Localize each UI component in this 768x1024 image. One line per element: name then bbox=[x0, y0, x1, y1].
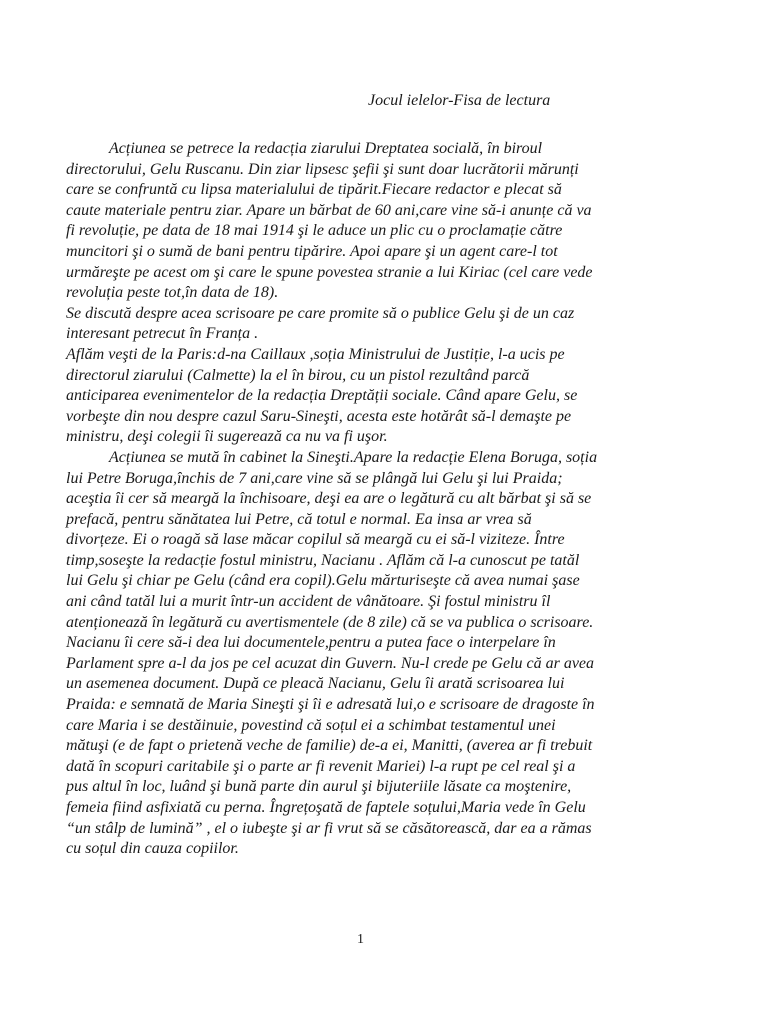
text-line: urmăreşte pe acest om şi care le spune povestea stranie a lui Kiriac (cel care vede bbox=[66, 263, 593, 281]
text-line: fi revoluție, pe data de 18 mai 1914 şi le aduce un plic cu o proclamație către bbox=[66, 222, 563, 240]
text-line: muncitori şi o sumă de bani pentru tipărire. Apoi apare şi un agent care-l tot bbox=[66, 242, 558, 260]
text-line: divorțeze. Ei o roagă să lase măcar copilul să meargă cu ei să-l viziteze. Între bbox=[66, 531, 565, 549]
text-line: caute materiale pentru ziar. Apare un bărbat de 60 ani,care vine să-i anunțe că va bbox=[66, 201, 592, 219]
text-line: directorul ziarului (Calmette) la el în birou, cu un pistol rezultând parcă bbox=[66, 366, 530, 384]
text-line: care se confruntă cu lipsa materialului de tipărit.Fiecare redactor e plecat să bbox=[66, 181, 562, 199]
text-line: mătuşi (e de fapt o prietenă veche de familie) de-a ei, Manitti, (averea ar fi trebuit bbox=[66, 737, 593, 755]
text-line: ani când tatăl lui a murit într-un accident de vânătoare. Şi fostul ministru îl bbox=[66, 593, 551, 611]
text-line: “un stâlp de lumină” , el o iubeşte şi ar fi vrut să se căsătorească, dar ea a rămas bbox=[66, 819, 592, 837]
text-line: atenționează în legătură cu avertismentele (de 8 zile) că se va publica o scrisoare. bbox=[66, 613, 594, 631]
text-line: cu soțul din cauza copiilor. bbox=[66, 840, 239, 858]
text-line: timp,soseşte la redacție fostul ministru, Nacianu . Aflăm că l-a cunoscut pe tatăl bbox=[66, 551, 580, 569]
text-line: vorbeşte din nou despre cazul Saru-Sineşti, acesta este hotărât să-l demaşte pe bbox=[66, 407, 572, 425]
text-line: lui Petre Boruga,închis de 7 ani,care vine să se plângă lui Gelu şi lui Praida; bbox=[66, 469, 563, 487]
text-line: Nacianu îi cere să-i dea lui documentele,pentru a putea face o interpelare în bbox=[66, 634, 556, 652]
text-line: lui Gelu şi chiar pe Gelu (când era copil).Gelu mărturiseşte că avea numai şase bbox=[66, 572, 580, 590]
text-line: ministru, deşi colegii îi sugerează ca nu va fi uşor. bbox=[66, 428, 388, 446]
document-body bbox=[66, 139, 738, 860]
document-title: Jocul ielelor-Fisa de lectura bbox=[368, 92, 551, 109]
text-line: Praida: e semnată de Maria Sineşti şi îi e adresată lui,o e scrisoare de dragoste în bbox=[66, 696, 595, 714]
text-line: care Maria i se destăinuie, povestind că soțul ei a schimbat testamentul unei bbox=[66, 716, 556, 734]
text-line: interesant petrecut în Franța . bbox=[66, 325, 259, 343]
text-line: Aflăm veşti de la Paris:d-na Caillaux ,soția Ministrului de Justiție, l-a ucis pe bbox=[66, 345, 565, 363]
text-line: revoluția peste tot,în data de 18). bbox=[66, 284, 279, 302]
text-line: Acțiunea se mută în cabinet la Sineşti.Apare la redacție Elena Boruga, soția bbox=[109, 448, 598, 466]
text-line: Se discută despre acea scrisoare pe care promite să o publice Gelu şi de un caz bbox=[66, 304, 575, 322]
text-line: un asemenea document. După ce pleacă Nacianu, Gelu îi arată scrisoarea lui bbox=[66, 675, 565, 693]
text-line: Parlament spre a-l da jos pe cel acuzat din Guvern. Nu-l crede pe Gelu că ar avea bbox=[66, 654, 595, 672]
text-line: aceştia îi cer să meargă la închisoare, deşi ea are o legătură cu alt bărbat şi să se bbox=[66, 490, 592, 508]
text-line: femeia fiind asfixiată cu perna. Îngrețoşată de faptele soțului,Maria vede în Gelu bbox=[66, 799, 586, 816]
text-line: anticiparea evenimentelor de la redacția Dreptății sociale. Când apare Gelu, se bbox=[66, 387, 578, 405]
text-line: pus altul în loc, luând şi bună parte din aurul şi bijuteriile lăsate ca moştenire, bbox=[66, 778, 572, 796]
text-line: Acțiunea se petrece la redacția ziarului Dreptatea socială, în biroul bbox=[109, 140, 543, 157]
page-number: 1 bbox=[357, 932, 364, 947]
text-line: prefacă, pentru sănătatea lui Petre, că totul e normal. Ea insa ar vrea să bbox=[66, 510, 532, 528]
text-line: directorului, Gelu Ruscanu. Din ziar lipsesc şefii şi sunt doar lucrătorii mărunți bbox=[66, 160, 579, 178]
text-line: dată în scopuri caritabile şi o parte ar fi revenit Mariei) l-a rupt pe cel real şi a bbox=[66, 757, 576, 775]
